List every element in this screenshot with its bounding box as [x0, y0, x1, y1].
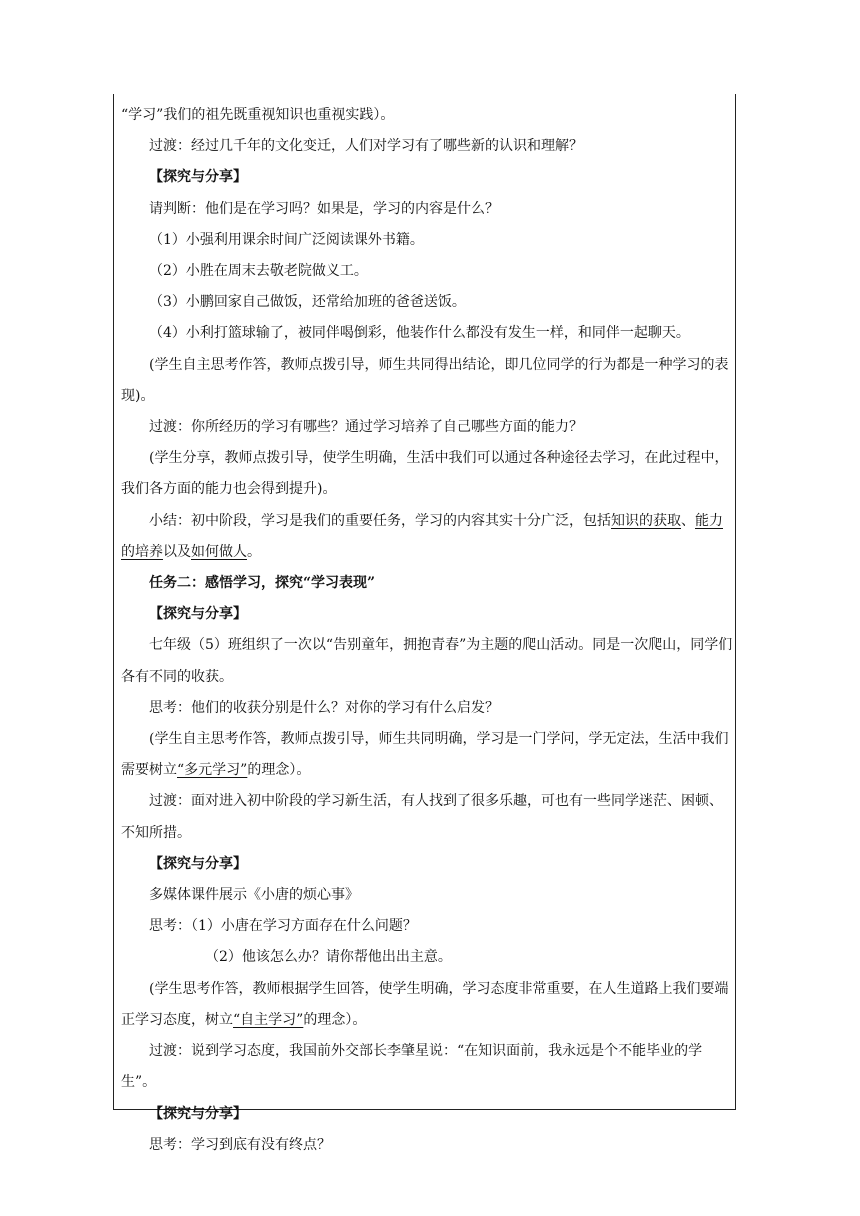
- section-heading: 【探究与分享】: [149, 855, 247, 872]
- document-body: [121, 100, 733, 1161]
- body-paragraph: 过渡：面对进入初中阶段的学习新生活，有人找到了很多乐趣，可也有一些同学迷茫、困顿、不知所措。: [121, 793, 723, 841]
- body-paragraph: 思考：学习到底有没有终点？: [149, 1136, 331, 1153]
- paragraph-text: (学生自主思考作答，教师点拨引导，师生共同明确，学习是一门学问，学无定法，生活中我们需要树立: [121, 731, 729, 779]
- body-paragraph: （2）小胜在周末去敬老院做义工。: [149, 263, 368, 280]
- underlined-term: 能力的培养: [121, 512, 723, 560]
- section-heading: 【探究与分享】: [149, 169, 247, 186]
- body-paragraph: （4）小利打篮球输了，被同伴喝倒彩，他装作什么都没有发生一样，和同伴一起聊天。: [149, 325, 690, 342]
- body-paragraph: [121, 724, 733, 786]
- body-paragraph: （1）小强利用课余时间广泛阅读课外书籍。: [149, 231, 424, 248]
- body-paragraph: （3）小鹏回家自己做饭，还常给加班的爸爸送饭。: [149, 294, 466, 311]
- underlined-term: “多元学习”: [177, 762, 248, 779]
- paragraph-text: 的理念）。: [247, 762, 311, 779]
- body-paragraph: (学生自主思考作答，教师点拨引导，师生共同得出结论，即几位同学的行为都是一种学习的表现)。: [121, 356, 729, 404]
- underlined-term: “自主学习”: [233, 1011, 304, 1028]
- body-paragraph: 过渡：经过几千年的文化变迁，人们对学习有了哪些新的认识和理解？: [149, 138, 583, 155]
- summary-paragraph: [121, 506, 733, 568]
- body-paragraph: 过渡：你所经历的学习有哪些？通过学习培养了自己哪些方面的能力？: [149, 419, 583, 436]
- section-heading: 【探究与分享】: [149, 606, 247, 623]
- body-paragraph: “学习”我们的祖先既重视知识也重视实践）。: [121, 107, 395, 123]
- body-paragraph: 多媒体课件展示《小唐的烦心事》: [149, 887, 359, 904]
- summary-text: 小结：初中阶段，学习是我们的重要任务，学习的内容其实十分广泛，包括: [149, 512, 611, 529]
- paragraph-text: 的理念）。: [303, 1011, 367, 1028]
- underlined-term: 如何做人: [191, 543, 247, 560]
- body-paragraph: 请判断：他们是在学习吗？如果是，学习的内容是什么？: [149, 200, 499, 217]
- summary-text: 。: [247, 543, 261, 560]
- underlined-term: 知识的获取: [611, 512, 681, 529]
- paragraph-text: (学生思考作答，教师根据学生回答，使学生明确，学习态度非常重要，在人生道路上我们要端正学习态度，树立: [121, 980, 729, 1028]
- body-paragraph: 过渡：说到学习态度，我国前外交部长李肇星说：“在知识面前，我永远是个不能毕业的学生”。: [121, 1043, 703, 1091]
- summary-text: 、: [681, 512, 695, 529]
- body-paragraph: 思考：他们的收获分别是什么？对你的学习有什么启发？: [149, 699, 499, 716]
- section-heading: 任务二：感悟学习，探究“学习表现”: [149, 575, 376, 592]
- section-heading: 【探究与分享】: [149, 1105, 247, 1122]
- body-paragraph: [121, 974, 733, 1036]
- body-paragraph: （2）他该怎么办？请你帮他出出主意。: [205, 949, 452, 966]
- summary-text: 以及: [163, 543, 191, 560]
- body-paragraph: (学生分享，教师点拨引导，使学生明确，生活中我们可以通过各种途径去学习，在此过程中，我们各方面的能力也会得到提升)。: [121, 450, 729, 498]
- body-paragraph: 思考：（1）小唐在学习方面存在什么问题？: [149, 918, 417, 935]
- body-paragraph: 七年级（5）班组织了一次以“告别童年，拥抱青春”为主题的爬山活动。同是一次爬山，同学们各有不同的收获。: [121, 637, 733, 685]
